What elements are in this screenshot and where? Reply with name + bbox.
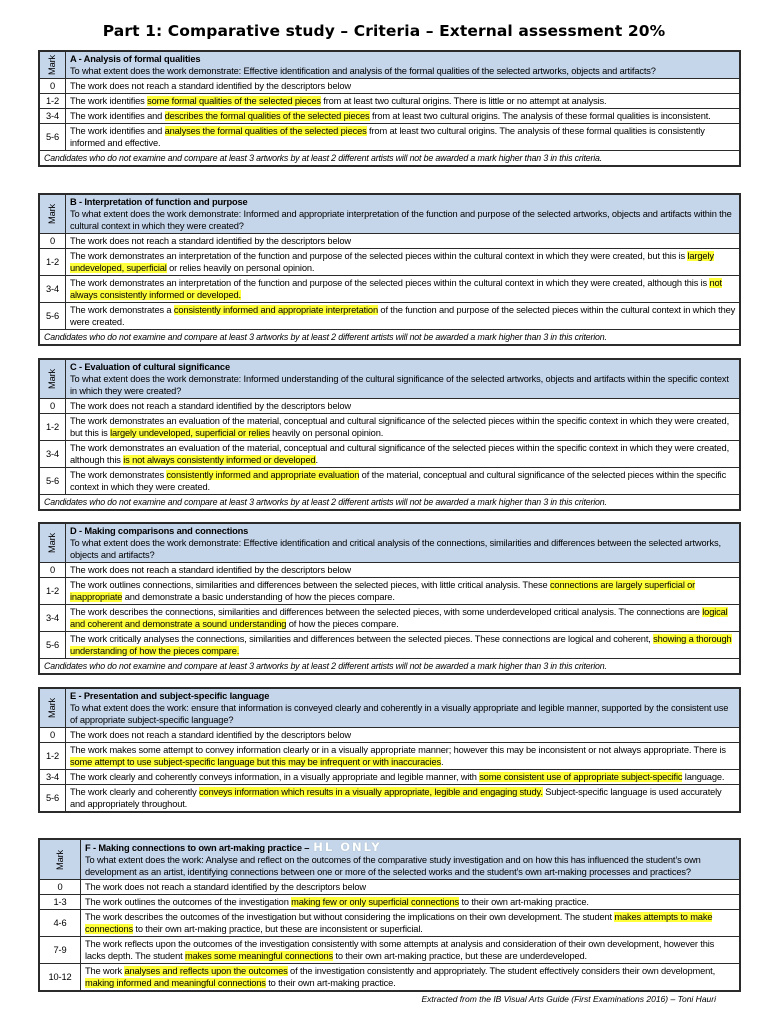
descriptor-row — [40, 124, 740, 151]
descriptor-text — [66, 785, 740, 812]
descriptor-text — [66, 414, 740, 441]
criterion-title: A - Analysis of formal qualities — [70, 54, 201, 64]
criterion-question: To what extent does the work demonstrate: Informed and appropriate interpretation of the function and purpose of the selected artworks, objects and artifacts within the cultural context in which they were created? — [70, 209, 732, 231]
criterion-question: To what extent does the work: ensure that information is conveyed clearly and coherently in a visually appropriate and legible manner, supported by the consistent use of appropriate subject-specific language? — [70, 703, 729, 725]
mark-column-header — [40, 689, 66, 728]
descriptor-segment: to their own art-making practice. — [459, 897, 589, 907]
criterion-header-row — [40, 524, 740, 563]
criterion-title: C - Evaluation of cultural significance — [70, 362, 230, 372]
highlighted-text: describes the formal qualities of the selected pieces — [164, 111, 370, 121]
descriptor-text — [66, 605, 740, 632]
highlighted-text: some consistent use of appropriate subject-specific — [479, 772, 683, 782]
mark-band: 1-2 — [40, 94, 66, 109]
mark-header-label: Mark — [47, 368, 58, 390]
descriptor-row — [40, 605, 740, 632]
criterion-note-row — [40, 659, 740, 674]
descriptor-row — [40, 964, 740, 991]
mark-band: 7-9 — [40, 937, 81, 964]
descriptor-segment: The work demonstrates an interpretation of the function and purpose of the selected pieces within the cultural context in which they were created, although this is — [70, 278, 710, 288]
descriptor-text — [66, 770, 740, 785]
descriptor-segment: to their own art-making practice, but these are underdeveloped. — [332, 951, 587, 961]
descriptor-segment: of how the pieces compare. — [286, 619, 399, 629]
highlighted-text: making informed and meaningful connections — [85, 978, 266, 988]
mark-band: 10-12 — [40, 964, 81, 991]
descriptor-segment: The work critically analyses the connections, similarities and differences between the selected pieces. These connections are logical and coherent, — [70, 634, 654, 644]
descriptor-segment: The work demonstrates an evaluation of the material, conceptual and cultural significance of the selected pieces within the specific context in which they were created, but this is — [70, 416, 730, 438]
criterion-note-row — [40, 330, 740, 345]
descriptor-text — [66, 94, 740, 109]
descriptor-row — [40, 785, 740, 812]
mark-band: 5-6 — [40, 124, 66, 151]
highlighted-text: making few or only superficial connections — [291, 897, 460, 907]
mark-band: 0 — [40, 563, 66, 578]
descriptor-text — [81, 910, 740, 937]
descriptor-segment: from at least two cultural origins. There is little or no attempt at analysis. — [320, 96, 607, 106]
descriptor-text — [66, 124, 740, 151]
descriptor-segment: The work describes the connections, similarities and differences between the selected pieces, with some underdeveloped critical analysis. The connections are — [70, 607, 703, 617]
highlighted-text: consistently informed and appropriate evaluation — [166, 470, 360, 480]
criterion-heading-cell — [66, 524, 740, 563]
criterion-note-row — [40, 495, 740, 510]
descriptor-text — [66, 249, 740, 276]
criterion-heading-cell — [66, 52, 740, 79]
descriptor-text — [81, 895, 740, 910]
criterion-e-table — [38, 687, 741, 813]
mark-band: 5-6 — [40, 303, 66, 330]
descriptor-row — [40, 79, 740, 94]
descriptor-row — [40, 94, 740, 109]
highlighted-text: logical and coherent and demonstrate a sound understanding — [70, 607, 728, 629]
descriptor-segment: of the material, conceptual and cultural significance of the selected pieces within the specific context in which they were created. — [70, 470, 727, 492]
mark-header-label: Mark — [47, 697, 58, 719]
mark-header-label: Mark — [47, 203, 58, 225]
mark-band: 0 — [40, 399, 66, 414]
descriptor-segment: Subject-specific language is used accurately and appropriately throughout. — [70, 787, 722, 809]
descriptor-row — [40, 937, 740, 964]
descriptor-text — [66, 563, 740, 578]
descriptor-text — [66, 578, 740, 605]
descriptor-row — [40, 441, 740, 468]
criterion-question: To what extent does the work: Analyse and reflect on the outcomes of the comparative study investigation and on how this has influenced the student’s own development as an artist, identifying connections between one or more of the selected works and the student’s own art-making processes and practices? — [85, 855, 701, 877]
mark-header-label: Mark — [47, 532, 58, 554]
highlighted-text: analyses the formal qualities of the selected pieces — [164, 126, 367, 136]
criterion-note: Candidates who do not examine and compare at least 3 artworks by at least 2 different artists will not be awarded a mark higher than 3 in this criterion. — [40, 495, 740, 510]
descriptor-row — [40, 743, 740, 770]
mark-band: 3-4 — [40, 441, 66, 468]
descriptor-segment: language. — [682, 772, 725, 782]
descriptor-segment: The work demonstrates an interpretation of the function and purpose of the selected pieces within the cultural context in which they were created, but this is — [70, 251, 688, 261]
mark-band: 1-3 — [40, 895, 81, 910]
descriptor-segment: The work does not reach a standard identified by the descriptors below — [70, 81, 351, 91]
highlighted-text: makes some meaningful connections — [184, 951, 333, 961]
criterion-c-table — [38, 358, 741, 511]
mark-band: 1-2 — [40, 249, 66, 276]
descriptor-row — [40, 109, 740, 124]
descriptor-text — [66, 234, 740, 249]
descriptor-segment: The work does not reach a standard identified by the descriptors below — [85, 882, 366, 892]
descriptor-text — [81, 964, 740, 991]
descriptor-text — [81, 937, 740, 964]
descriptor-row — [40, 249, 740, 276]
criterion-question: To what extent does the work demonstrate: Effective identification and analysis of the formal qualities of the selected artworks, objects and artifacts? — [70, 66, 656, 76]
criterion-heading-cell — [81, 840, 740, 880]
mark-band: 3-4 — [40, 276, 66, 303]
criterion-title: E - Presentation and subject-specific language — [70, 691, 270, 701]
descriptor-row — [40, 399, 740, 414]
highlighted-text: showing a thorough understanding of how the pieces compare. — [70, 634, 732, 656]
mark-band: 1-2 — [40, 414, 66, 441]
highlighted-text: largely undeveloped, superficial or relies — [110, 428, 270, 438]
descriptor-row — [40, 303, 740, 330]
criterion-heading-cell — [66, 195, 740, 234]
criterion-header-row — [40, 689, 740, 728]
descriptor-text — [66, 728, 740, 743]
descriptor-segment: The work identifies and — [70, 126, 165, 136]
highlighted-text: consistently informed and appropriate interpretation — [173, 305, 378, 315]
descriptor-segment: The work outlines connections, similarities and differences between the selected pieces, with little critical analysis. These — [70, 580, 550, 590]
descriptor-segment: The work — [85, 966, 125, 976]
criterion-note: Candidates who do not examine and compare at least 3 artworks by at least 2 different artists will not be awarded a mark higher than 3 in this criterion. — [40, 330, 740, 345]
criterion-note-row — [40, 151, 740, 166]
descriptor-segment: of the investigation consistently and appropriately. The student effectively considers their own development, — [287, 966, 716, 976]
descriptor-text — [66, 276, 740, 303]
descriptor-row — [40, 770, 740, 785]
hl-only-badge: HL ONLY — [313, 840, 382, 854]
criterion-title: D - Making comparisons and connections — [70, 526, 249, 536]
descriptor-text — [66, 743, 740, 770]
mark-band: 5-6 — [40, 632, 66, 659]
descriptor-row — [40, 276, 740, 303]
descriptor-text — [66, 303, 740, 330]
criterion-heading-cell — [66, 689, 740, 728]
source-footer: Extracted from the IB Visual Arts Guide (First Examinations 2016) – Toni Hauri — [421, 994, 716, 1004]
mark-band: 1-2 — [40, 578, 66, 605]
descriptor-row — [40, 234, 740, 249]
mark-band: 4-6 — [40, 910, 81, 937]
page-title: Part 1: Comparative study – Criteria – External assessment 20% — [102, 22, 666, 40]
criterion-d-table — [38, 522, 741, 675]
descriptor-segment: The work identifies — [70, 96, 148, 106]
highlighted-text: some formal qualities of the selected pieces — [147, 96, 321, 106]
highlighted-text: makes attempts to make connections — [85, 912, 713, 934]
criterion-header-row — [40, 840, 740, 880]
descriptor-segment: and demonstrate a basic understanding of how the pieces compare. — [122, 592, 395, 602]
mark-header-label: Mark — [47, 54, 58, 76]
mark-column-header — [40, 840, 81, 880]
highlighted-text: not always consistently informed or developed. — [70, 278, 722, 300]
descriptor-segment: heavily on personal opinion. — [269, 428, 384, 438]
descriptor-text — [66, 468, 740, 495]
descriptor-text — [66, 79, 740, 94]
descriptor-row — [40, 414, 740, 441]
descriptor-segment: The work clearly and coherently — [70, 787, 200, 797]
descriptor-segment: The work demonstrates a — [70, 305, 174, 315]
highlighted-text: connections are largely superficial or inappropriate — [70, 580, 696, 602]
criterion-a-table — [38, 50, 741, 167]
mark-column-header — [40, 360, 66, 399]
descriptor-segment: to their own art-making practice. — [265, 978, 396, 988]
descriptor-segment: The work describes the outcomes of the investigation but without considering the implications on their own development. The student — [85, 912, 615, 922]
mark-band: 0 — [40, 880, 81, 895]
criterion-header-row — [40, 52, 740, 79]
descriptor-segment: The work demonstrates an evaluation of the material, conceptual and cultural significance of the selected pieces within the specific context in which they were created, although this — [70, 443, 730, 465]
mark-band: 3-4 — [40, 109, 66, 124]
criterion-question: To what extent does the work demonstrate: Informed understanding of the cultural significance of the selected artworks, objects and artifacts within the specific context in which they were created? — [70, 374, 729, 396]
criterion-header-row — [40, 360, 740, 399]
descriptor-segment: The work identifies and — [70, 111, 165, 121]
criterion-note: Candidates who do not examine and compare at least 3 artworks by at least 2 different artists will not be awarded a mark higher than 3 in this criterion. — [40, 659, 740, 674]
mark-column-header — [40, 52, 66, 79]
highlighted-text: conveys information which results in a visually appropriate, legible and engaging study. — [199, 787, 543, 797]
highlighted-text: is not always consistently informed or developed — [123, 455, 316, 465]
descriptor-text — [66, 441, 740, 468]
mark-band: 0 — [40, 728, 66, 743]
mark-band: 3-4 — [40, 605, 66, 632]
descriptor-segment: The work reflects upon the outcomes of the investigation consistently with some attempts at analysis and consideration of their own development, however this lacks depth. The student — [85, 939, 715, 961]
descriptor-segment: The work outlines the outcomes of the investigation — [85, 897, 292, 907]
descriptor-row — [40, 895, 740, 910]
highlighted-text: largely undeveloped, superficial — [70, 251, 714, 273]
criterion-heading-cell — [66, 360, 740, 399]
descriptor-text — [66, 632, 740, 659]
mark-band: 0 — [40, 234, 66, 249]
highlighted-text: some attempt to use subject-specific language but this may be infrequent or with inaccuracies — [70, 757, 442, 767]
descriptor-segment: from at least two cultural origins. The analysis of these formal qualities is consistently informed and effective. — [70, 126, 705, 148]
descriptor-row — [40, 578, 740, 605]
descriptor-segment: or relies heavily on personal opinion. — [166, 263, 315, 273]
mark-column-header — [40, 524, 66, 563]
criterion-question: To what extent does the work demonstrate: Effective identification and critical analysis of the connections, similarities and differences between the selected artworks, objects and artifacts? — [70, 538, 721, 560]
criterion-title: B - Interpretation of function and purpose — [70, 197, 248, 207]
descriptor-segment: to their own art-making practice, but these are inconsistent or superficial. — [132, 924, 423, 934]
descriptor-row — [40, 910, 740, 937]
mark-band: 5-6 — [40, 785, 66, 812]
descriptor-segment: of the function and purpose of the selected pieces within the cultural context in which they were created. — [70, 305, 736, 327]
descriptor-segment: The work does not reach a standard identified by the descriptors below — [70, 236, 351, 246]
descriptor-segment: The work makes some attempt to convey information clearly or in a visually appropriate manner; however this may be inconsistent or not always appropriate. There is — [70, 745, 726, 755]
descriptor-segment: The work does not reach a standard identified by the descriptors below — [70, 565, 351, 575]
descriptor-segment: The work demonstrates — [70, 470, 167, 480]
descriptor-row — [40, 728, 740, 743]
criterion-b-table — [38, 193, 741, 346]
mark-band: 0 — [40, 79, 66, 94]
highlighted-text: analyses and reflects upon the outcomes — [124, 966, 288, 976]
criterion-title: F - Making connections to own art-making practice – — [85, 843, 310, 853]
criterion-f-table — [38, 838, 741, 992]
criterion-note: Candidates who do not examine and compare at least 3 artworks by at least 2 different artists will not be awarded a mark higher than 3 in this criteria. — [40, 151, 740, 166]
descriptor-text — [81, 880, 740, 895]
descriptor-segment: The work does not reach a standard identified by the descriptors below — [70, 730, 351, 740]
mark-band: 5-6 — [40, 468, 66, 495]
descriptor-row — [40, 880, 740, 895]
descriptor-row — [40, 632, 740, 659]
descriptor-segment: from at least two cultural origins. The analysis of these formal qualities is inconsistent. — [369, 111, 711, 121]
mark-band: 1-2 — [40, 743, 66, 770]
descriptor-segment: The work clearly and coherently conveys information, in a visually appropriate and legible manner, with — [70, 772, 480, 782]
descriptor-text — [66, 109, 740, 124]
descriptor-segment: . — [315, 455, 318, 465]
descriptor-row — [40, 563, 740, 578]
mark-band: 3-4 — [40, 770, 66, 785]
mark-header-label: Mark — [55, 849, 65, 870]
criterion-header-row — [40, 195, 740, 234]
mark-column-header — [40, 195, 66, 234]
descriptor-text — [66, 399, 740, 414]
descriptor-row — [40, 468, 740, 495]
descriptor-segment: . — [441, 757, 444, 767]
descriptor-segment: The work does not reach a standard identified by the descriptors below — [70, 401, 351, 411]
